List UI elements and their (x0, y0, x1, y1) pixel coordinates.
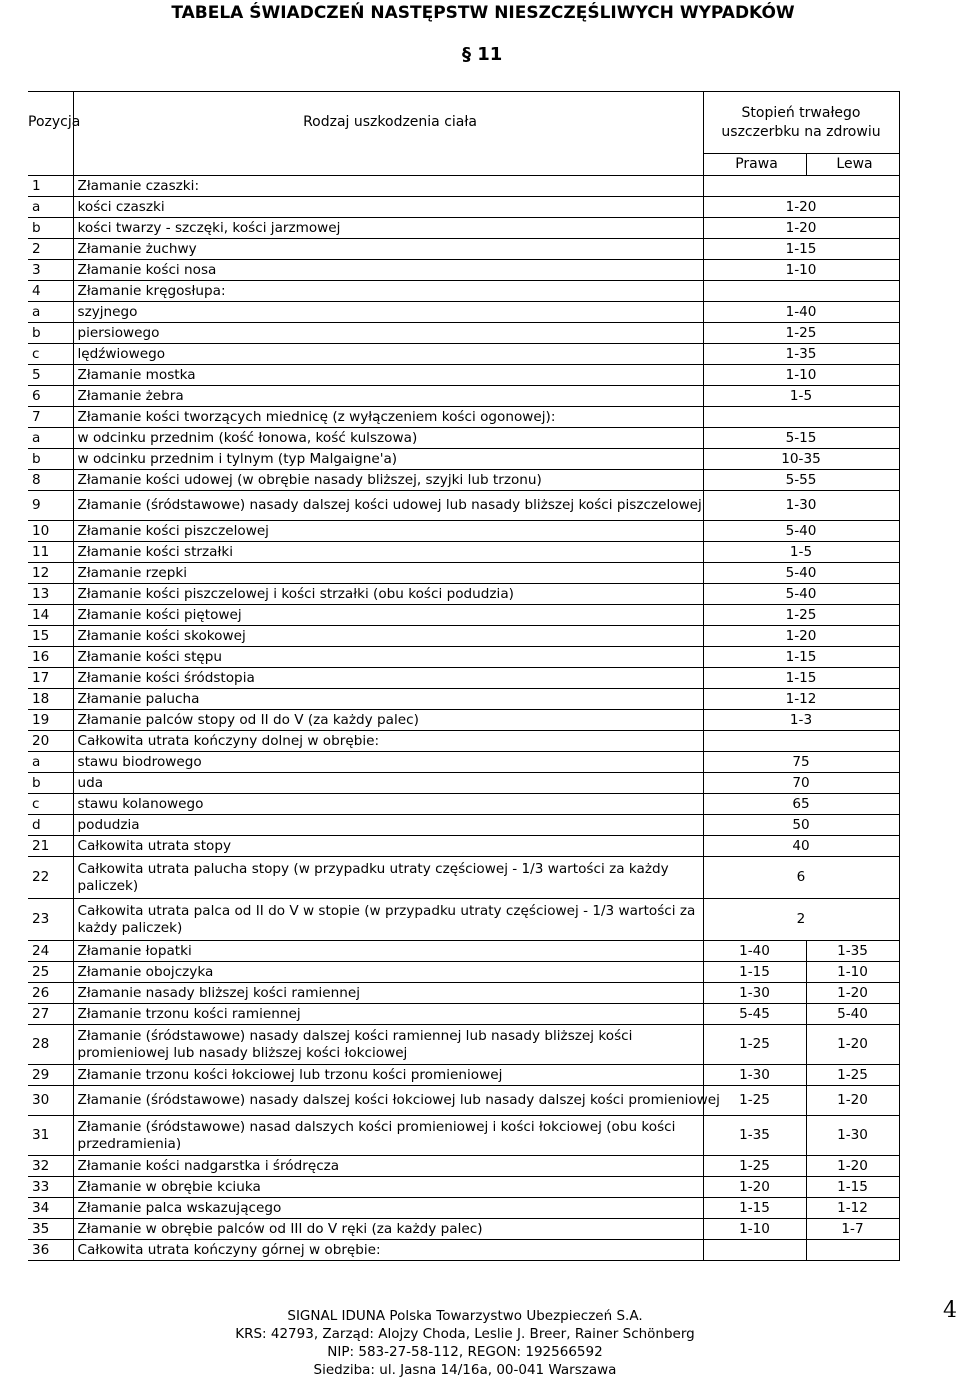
row-degree: 5-40 (703, 563, 899, 584)
row-description: Złamanie (śródstawowe) nasady dalszej kości ramiennej lub nasady bliższej kości promieniowej lub nasady bliższej kości łokciowej (73, 1025, 703, 1065)
row-position: 33 (28, 1177, 73, 1198)
row-degree (703, 176, 899, 197)
row-position: 23 (28, 899, 73, 941)
table-row (28, 302, 899, 323)
table-row (28, 449, 899, 470)
row-degree-right: 1-25 (703, 1025, 806, 1065)
row-position: 36 (28, 1240, 73, 1261)
row-position: 15 (28, 626, 73, 647)
row-position: 14 (28, 605, 73, 626)
row-position: 19 (28, 710, 73, 731)
row-position: 2 (28, 239, 73, 260)
row-degree-right: 1-35 (703, 1116, 806, 1156)
row-position: 16 (28, 647, 73, 668)
row-degree: 5-40 (703, 521, 899, 542)
table-row (28, 407, 899, 428)
row-degree-left (806, 1240, 899, 1261)
row-description: Złamanie kości strzałki (73, 542, 703, 563)
row-degree (703, 281, 899, 302)
row-degree: 1-12 (703, 689, 899, 710)
row-position: 26 (28, 983, 73, 1004)
row-description: Złamanie kości tworzących miednicę (z wyłączeniem kości ogonowej): (73, 407, 703, 428)
table-row (28, 752, 899, 773)
row-position: 4 (28, 281, 73, 302)
row-description: Złamanie kości piszczelowej (73, 521, 703, 542)
row-description: w odcinku przednim i tylnym (typ Malgaigne'a) (73, 449, 703, 470)
row-description: Złamanie kości udowej (w obrębie nasady bliższej, szyjki lub trzonu) (73, 470, 703, 491)
row-position: 7 (28, 407, 73, 428)
table-row (28, 260, 899, 281)
row-degree-left: 1-20 (806, 983, 899, 1004)
row-position: 17 (28, 668, 73, 689)
table-row (28, 323, 899, 344)
row-description: Całkowita utrata palca od II do V w stopie (w przypadku utraty częściowej - 1/3 wartości za każdy paliczek) (73, 899, 703, 941)
table-row (28, 815, 899, 836)
table-row (28, 1025, 899, 1065)
row-description: Złamanie trzonu kości ramiennej (73, 1004, 703, 1025)
table-row (28, 1177, 899, 1198)
row-degree-left: 1-10 (806, 962, 899, 983)
row-description: Złamanie czaszki: (73, 176, 703, 197)
row-degree: 1-5 (703, 542, 899, 563)
table-row (28, 668, 899, 689)
row-position: 6 (28, 386, 73, 407)
row-position: 5 (28, 365, 73, 386)
row-position: 27 (28, 1004, 73, 1025)
table-row (28, 344, 899, 365)
row-degree-left: 1-25 (806, 1065, 899, 1086)
row-position: a (28, 302, 73, 323)
row-degree-right: 1-10 (703, 1219, 806, 1240)
row-degree: 1-3 (703, 710, 899, 731)
row-degree: 1-10 (703, 260, 899, 281)
row-position: 31 (28, 1116, 73, 1156)
row-degree: 1-20 (703, 626, 899, 647)
row-position: 13 (28, 584, 73, 605)
row-degree (703, 407, 899, 428)
row-position: 29 (28, 1065, 73, 1086)
row-position: 8 (28, 470, 73, 491)
row-degree-left: 1-7 (806, 1219, 899, 1240)
row-position: 34 (28, 1198, 73, 1219)
row-degree: 5-15 (703, 428, 899, 449)
row-degree-right: 5-45 (703, 1004, 806, 1025)
row-description: Złamanie kości śródstopia (73, 668, 703, 689)
row-position: b (28, 323, 73, 344)
footer-company: SIGNAL IDUNA Polska Towarzystwo Ubezpieczeń S.A. (287, 1308, 643, 1324)
row-degree: 1-10 (703, 365, 899, 386)
row-degree-left: 1-20 (806, 1025, 899, 1065)
footer-krs: KRS: 42793, Zarząd: Alojzy Choda, Leslie J. Breer, Rainer Schönberg (235, 1326, 695, 1342)
row-degree: 75 (703, 752, 899, 773)
table-row (28, 218, 899, 239)
row-degree: 1-40 (703, 302, 899, 323)
row-position: 22 (28, 857, 73, 899)
row-description: Złamanie (śródstawowe) nasad dalszych kości promieniowej i kości łokciowej (obu kości przedramienia) (73, 1116, 703, 1156)
row-position: 35 (28, 1219, 73, 1240)
row-description: Złamanie (śródstawowe) nasady dalszej kości udowej lub nasady bliższej kości piszczelowej (73, 491, 703, 521)
table-row (28, 794, 899, 815)
table-row (28, 710, 899, 731)
row-degree-left: 1-20 (806, 1086, 899, 1116)
row-degree: 2 (703, 899, 899, 941)
row-position: 10 (28, 521, 73, 542)
row-position: a (28, 197, 73, 218)
col-header-right: Prawa (703, 154, 806, 176)
table-row (28, 1198, 899, 1219)
row-degree-left: 1-20 (806, 1156, 899, 1177)
row-position: d (28, 815, 73, 836)
row-degree: 6 (703, 857, 899, 899)
row-description: Złamanie mostka (73, 365, 703, 386)
row-description: Złamanie kości piszczelowej i kości strzałki (obu kości podudzia) (73, 584, 703, 605)
footer-address: Siedziba: ul. Jasna 14/16a, 00-041 Warszawa (313, 1362, 617, 1378)
row-degree: 5-40 (703, 584, 899, 605)
row-description: Złamanie kości skokowej (73, 626, 703, 647)
table-row (28, 542, 899, 563)
table-row (28, 1219, 899, 1240)
company-footer (230, 1307, 700, 1379)
row-description: uda (73, 773, 703, 794)
footer-nip: NIP: 583-27-58-112, REGON: 192566592 (327, 1344, 603, 1360)
row-description: szyjnego (73, 302, 703, 323)
row-degree: 1-5 (703, 386, 899, 407)
row-position: b (28, 773, 73, 794)
row-degree: 1-30 (703, 491, 899, 521)
row-description: Złamanie kości stępu (73, 647, 703, 668)
row-position: c (28, 344, 73, 365)
row-description: kości twarzy - szczęki, kości jarzmowej (73, 218, 703, 239)
table-row (28, 983, 899, 1004)
table-row (28, 857, 899, 899)
row-description: Złamanie trzonu kości łokciowej lub trzonu kości promieniowej (73, 1065, 703, 1086)
row-degree: 65 (703, 794, 899, 815)
row-degree-right: 1-30 (703, 983, 806, 1004)
row-position: 20 (28, 731, 73, 752)
table-row (28, 1240, 899, 1261)
row-degree: 1-15 (703, 647, 899, 668)
row-description: kości czaszki (73, 197, 703, 218)
row-degree: 1-20 (703, 218, 899, 239)
row-description: Złamanie kości piętowej (73, 605, 703, 626)
row-degree: 10-35 (703, 449, 899, 470)
row-description: Złamanie kręgosłupa: (73, 281, 703, 302)
row-position: 12 (28, 563, 73, 584)
table-row (28, 731, 899, 752)
row-degree: 1-25 (703, 323, 899, 344)
row-position: 9 (28, 491, 73, 521)
table-row (28, 428, 899, 449)
col-header-position: Pozycja (28, 92, 73, 154)
table-row (28, 773, 899, 794)
table-row (28, 239, 899, 260)
row-degree-left: 1-12 (806, 1198, 899, 1219)
row-position: 21 (28, 836, 73, 857)
row-degree: 1-25 (703, 605, 899, 626)
row-description: Złamanie palca wskazującego (73, 1198, 703, 1219)
table-row (28, 365, 899, 386)
row-degree-right: 1-15 (703, 962, 806, 983)
table-row (28, 470, 899, 491)
row-degree: 1-35 (703, 344, 899, 365)
table-row (28, 491, 899, 521)
row-degree-right: 1-25 (703, 1086, 806, 1116)
row-degree: 40 (703, 836, 899, 857)
row-degree-left: 1-15 (806, 1177, 899, 1198)
table-row (28, 1156, 899, 1177)
row-position: a (28, 752, 73, 773)
row-description: Złamanie w obrębie palców od III do V ręki (za każdy palec) (73, 1219, 703, 1240)
row-degree: 1-15 (703, 668, 899, 689)
table-row (28, 176, 899, 197)
document-title: TABELA ŚWIADCZEŃ NASTĘPSTW NIESZCZĘŚLIWYCH WYPADKÓW (171, 3, 795, 23)
row-position: 28 (28, 1025, 73, 1065)
row-degree-right (703, 1240, 806, 1261)
row-description: Całkowita utrata kończyny dolnej w obrębie: (73, 731, 703, 752)
row-description: Całkowita utrata kończyny górnej w obrębie: (73, 1240, 703, 1261)
row-degree-right: 1-40 (703, 941, 806, 962)
row-position: b (28, 218, 73, 239)
row-degree-right: 1-30 (703, 1065, 806, 1086)
row-position: 11 (28, 542, 73, 563)
col-header-left: Lewa (806, 154, 899, 176)
row-description: stawu biodrowego (73, 752, 703, 773)
table-row (28, 647, 899, 668)
table-row (28, 584, 899, 605)
table-row (28, 836, 899, 857)
table-row (28, 386, 899, 407)
table-row (28, 962, 899, 983)
table-row (28, 899, 899, 941)
row-degree: 50 (703, 815, 899, 836)
table-row (28, 941, 899, 962)
table-row (28, 689, 899, 710)
row-description: lędźwiowego (73, 344, 703, 365)
table-row (28, 1004, 899, 1025)
row-position: 30 (28, 1086, 73, 1116)
row-description: Całkowita utrata palucha stopy (w przypadku utraty częściowej - 1/3 wartości za każdy paliczek) (73, 857, 703, 899)
row-description: Całkowita utrata stopy (73, 836, 703, 857)
row-degree-left: 5-40 (806, 1004, 899, 1025)
section-number: § 11 (462, 44, 503, 65)
row-degree: 1-20 (703, 197, 899, 218)
table-row (28, 281, 899, 302)
row-position: c (28, 794, 73, 815)
table-row (28, 1086, 899, 1116)
row-position: 18 (28, 689, 73, 710)
row-position: 25 (28, 962, 73, 983)
injury-table (28, 91, 900, 1261)
row-degree (703, 731, 899, 752)
page-number: 4 (943, 1298, 957, 1323)
row-description: Złamanie nasady bliższej kości ramiennej (73, 983, 703, 1004)
row-description: Złamanie żuchwy (73, 239, 703, 260)
col-header-type: Rodzaj uszkodzenia ciała (73, 92, 703, 154)
row-position: 24 (28, 941, 73, 962)
row-degree: 70 (703, 773, 899, 794)
row-degree: 1-15 (703, 239, 899, 260)
row-description: Złamanie kości nadgarstka i śródręcza (73, 1156, 703, 1177)
row-degree: 5-55 (703, 470, 899, 491)
table-row (28, 197, 899, 218)
row-description: piersiowego (73, 323, 703, 344)
row-description: podudzia (73, 815, 703, 836)
row-description: stawu kolanowego (73, 794, 703, 815)
table-row (28, 1065, 899, 1086)
row-position: 1 (28, 176, 73, 197)
col-header-degree: Stopień trwałego uszczerbku na zdrowiu (703, 92, 899, 154)
row-description: Złamanie obojczyka (73, 962, 703, 983)
row-degree-left: 1-30 (806, 1116, 899, 1156)
row-degree-right: 1-25 (703, 1156, 806, 1177)
row-description: Złamanie łopatki (73, 941, 703, 962)
table-row (28, 626, 899, 647)
row-description: Złamanie rzepki (73, 563, 703, 584)
row-degree-left: 1-35 (806, 941, 899, 962)
table-row (28, 563, 899, 584)
row-position: 32 (28, 1156, 73, 1177)
row-degree-right: 1-20 (703, 1177, 806, 1198)
row-description: Złamanie palucha (73, 689, 703, 710)
row-position: b (28, 449, 73, 470)
row-position: a (28, 428, 73, 449)
row-description: w odcinku przednim (kość łonowa, kość kulszowa) (73, 428, 703, 449)
row-description: Złamanie palców stopy od II do V (za każdy palec) (73, 710, 703, 731)
table-row (28, 605, 899, 626)
row-description: Złamanie kości nosa (73, 260, 703, 281)
row-degree-right: 1-15 (703, 1198, 806, 1219)
row-position: 3 (28, 260, 73, 281)
row-description: Złamanie (śródstawowe) nasady dalszej kości łokciowej lub nasady dalszej kości promieniowej (73, 1086, 703, 1116)
table-row (28, 521, 899, 542)
table-row (28, 1116, 899, 1156)
row-description: Złamanie żebra (73, 386, 703, 407)
row-description: Złamanie w obrębie kciuka (73, 1177, 703, 1198)
